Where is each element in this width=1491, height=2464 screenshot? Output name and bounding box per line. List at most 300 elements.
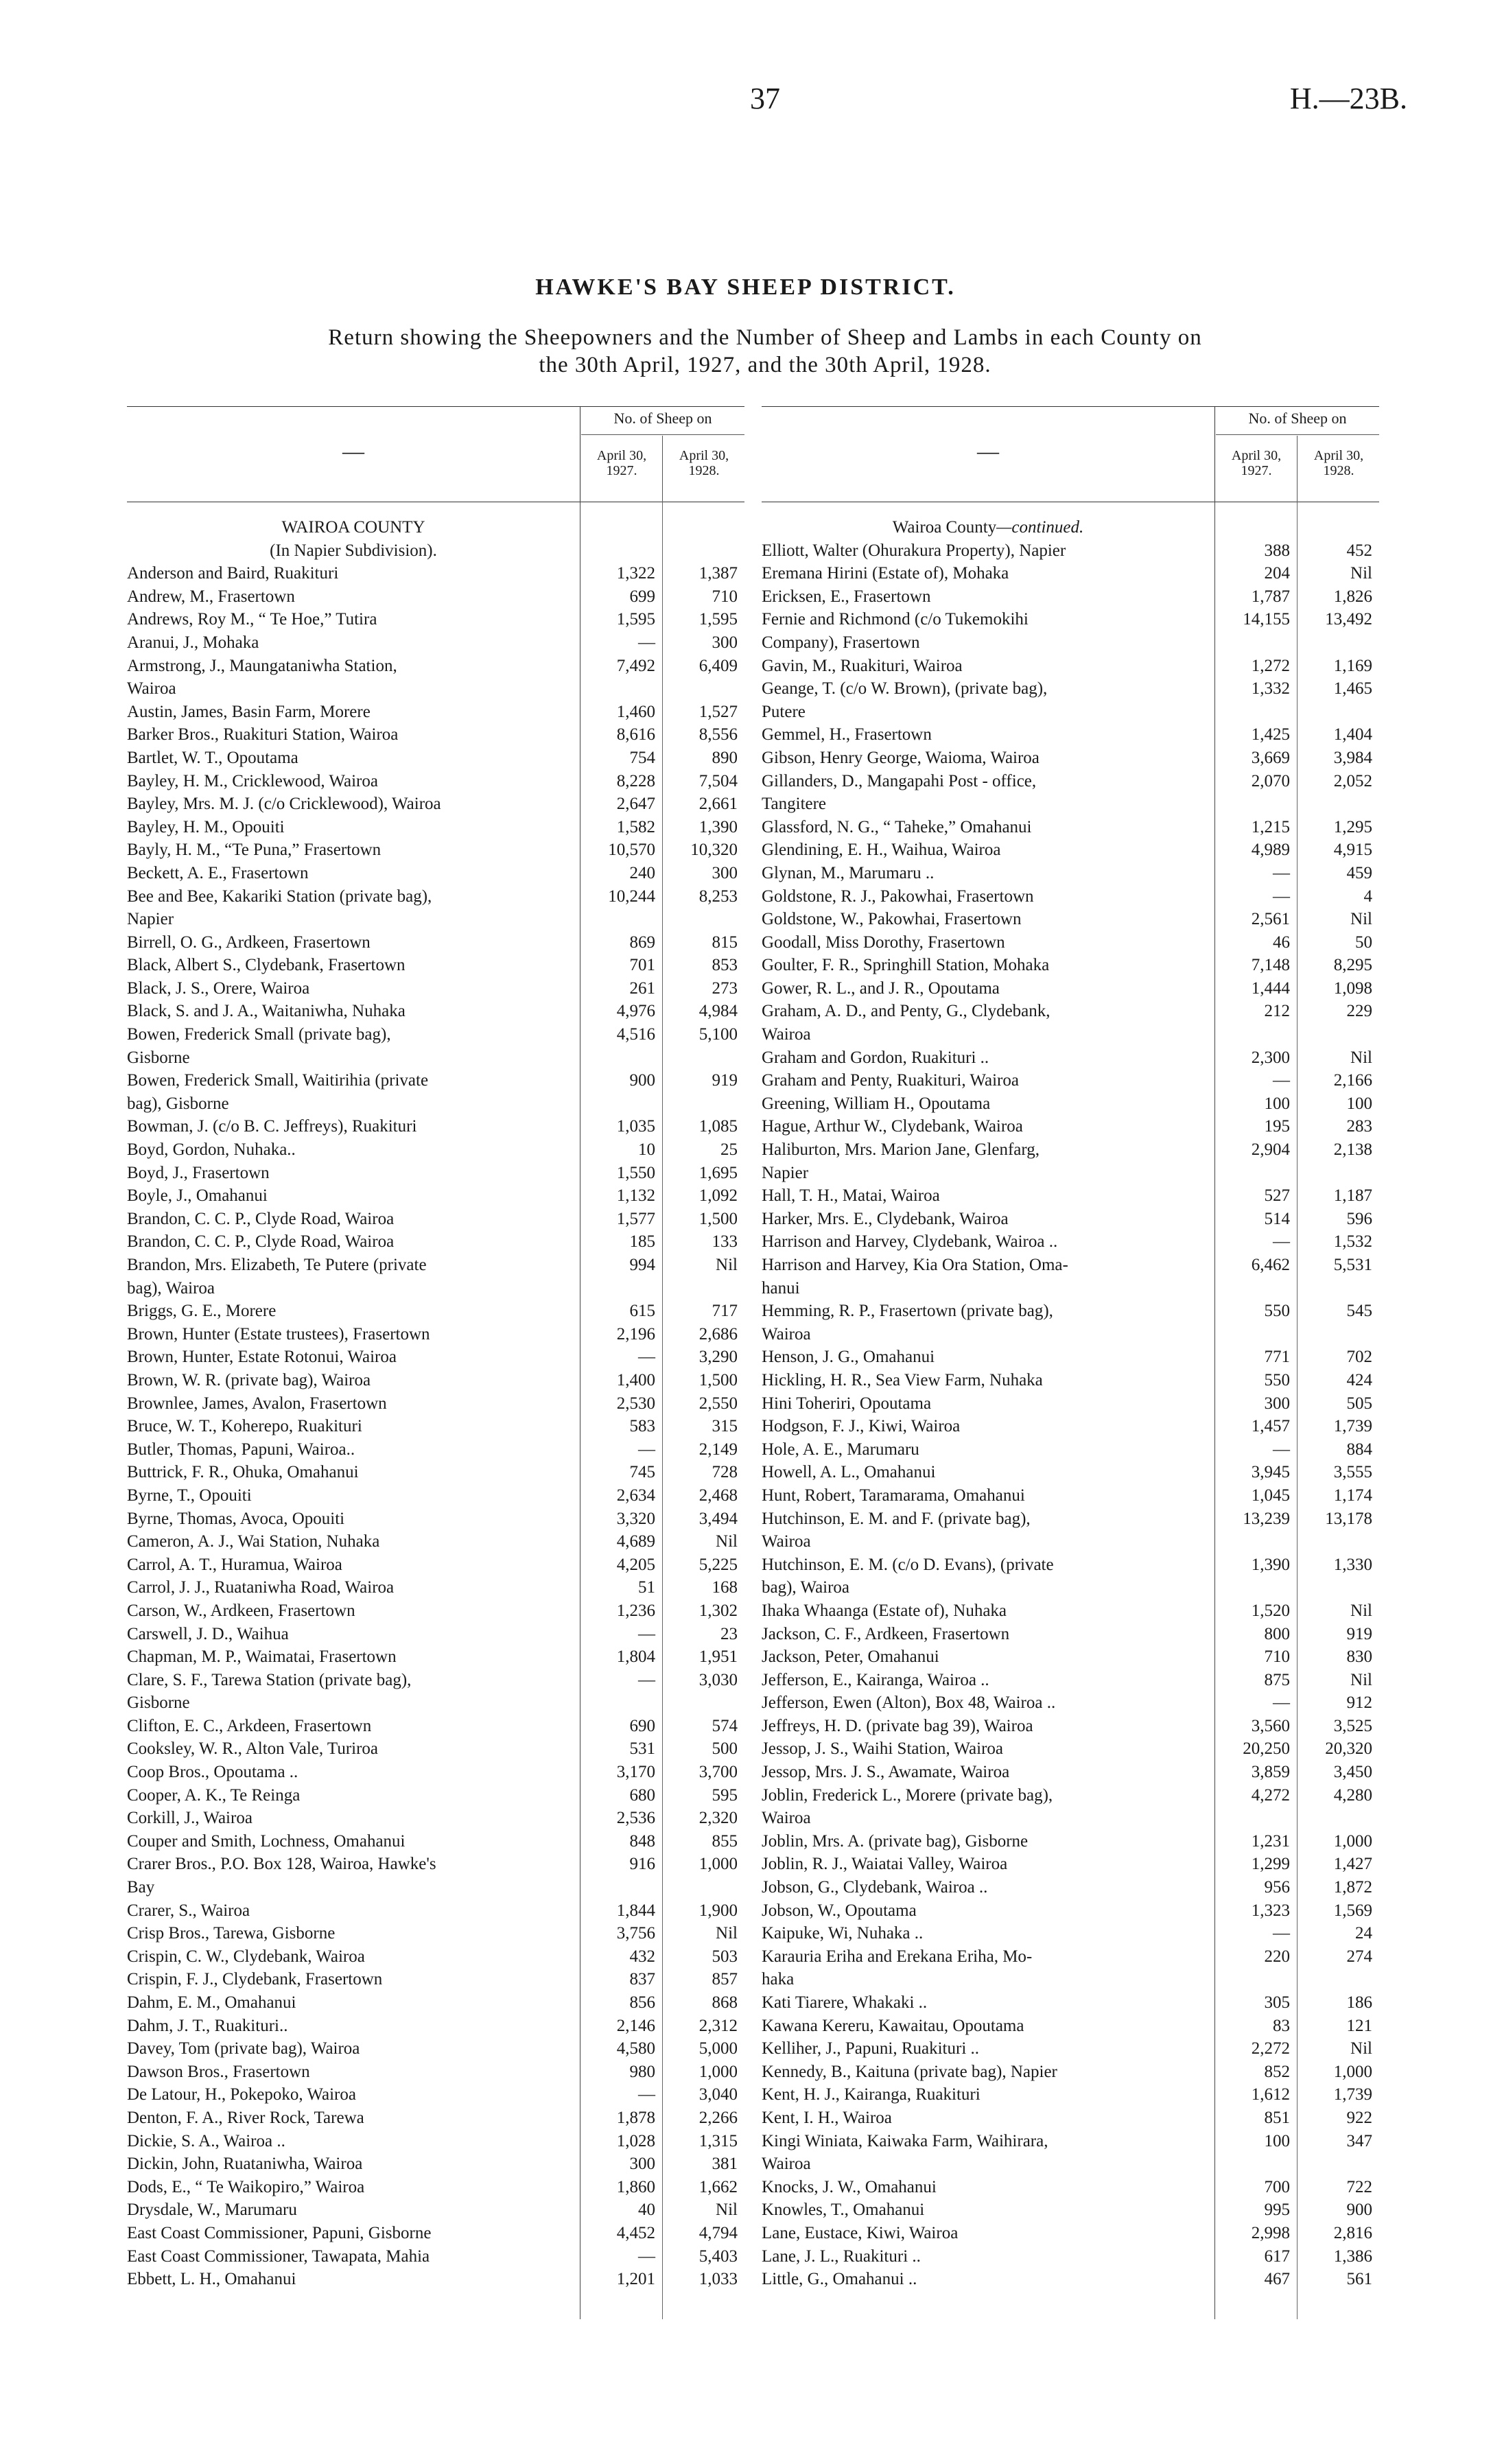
- table-row: [127, 1715, 744, 1738]
- sheep-count-1927: 204: [1264, 564, 1290, 583]
- sheep-count-1928: 710: [712, 587, 738, 606]
- table-row: [762, 1737, 1379, 1761]
- sheep-count-1928: 2,149: [698, 1440, 738, 1459]
- sheepowner-name: Harrison and Harvey, Kia Ora Station, Oma- hanui: [762, 1256, 1068, 1298]
- sheep-count-1927: 4,976: [616, 1002, 655, 1021]
- table-row: [127, 723, 744, 747]
- sheepowner-name: Goldstone, R. J., Pakowhai, Frasertown: [762, 887, 1034, 906]
- sheep-count-1928: 3,030: [698, 1670, 738, 1689]
- table-row: [127, 1323, 744, 1346]
- table-row: [762, 1507, 1379, 1553]
- table-row: [762, 539, 1379, 563]
- sheep-count-1928: 853: [712, 956, 738, 975]
- sheep-count-1927: —: [638, 2085, 655, 2104]
- sheepowner-name: Hutchinson, E. M. and F. (private bag), Wairoa: [762, 1509, 1031, 1551]
- sheep-count-1928: 4: [1363, 887, 1372, 906]
- table-row: [762, 1784, 1379, 1830]
- table-row: [127, 1576, 744, 1599]
- sheep-count-1927: 615: [629, 1302, 655, 1321]
- sheepowner-name: Black, J. S., Orere, Wairoa: [127, 978, 310, 998]
- sheepowner-name: Butler, Thomas, Papuni, Wairoa..: [127, 1440, 355, 1459]
- table-row: [127, 2268, 744, 2291]
- sheep-count-1928: 452: [1346, 541, 1372, 560]
- table-row: [762, 816, 1379, 839]
- sheep-count-1927: 900: [629, 1071, 655, 1090]
- sheep-count-1927: 467: [1264, 2270, 1290, 2289]
- sheep-count-1927: 2,530: [616, 1394, 655, 1413]
- sheep-count-1927: 754: [629, 748, 655, 767]
- sheep-count-1928: 459: [1346, 863, 1372, 882]
- sheep-count-1927: 2,904: [1251, 1140, 1290, 1160]
- sheepowner-name: Buttrick, F. R., Ohuka, Omahanui: [127, 1463, 359, 1482]
- sheepowner-name: Goldstone, W., Pakowhai, Frasertown: [762, 910, 1022, 929]
- sheep-count-1927: 2,647: [616, 795, 655, 814]
- sheep-count-1927: 10,244: [608, 887, 655, 906]
- sheep-count-1928: 702: [1346, 1348, 1372, 1367]
- sheepowner-name: Kelliher, J., Papuni, Ruakituri ..: [762, 2039, 980, 2058]
- table-row: [127, 1530, 744, 1553]
- sheep-count-1927: 1,787: [1251, 587, 1290, 606]
- sheep-count-1927: 83: [1273, 2016, 1290, 2035]
- table-row: [127, 1784, 744, 1807]
- sheep-count-1928: 1,739: [1333, 2085, 1372, 2104]
- sheep-count-1927: 875: [1264, 1670, 1290, 1689]
- table-row: [127, 2198, 744, 2222]
- sheep-count-1928: 3,555: [1333, 1463, 1372, 1482]
- sheep-count-1927: 10: [638, 1140, 655, 1160]
- sheep-count-1927: 220: [1264, 1947, 1290, 1966]
- sheepowner-name: Denton, F. A., River Rock, Tarewa: [127, 2108, 364, 2127]
- table-row: [127, 1461, 744, 1484]
- sheep-count-1928: 274: [1346, 1947, 1372, 1966]
- sheep-count-1927: 212: [1264, 1002, 1290, 1021]
- sheep-count-1928: 2,052: [1333, 771, 1372, 790]
- sheep-count-1927: —: [1273, 1232, 1290, 1252]
- sheepowner-name: Haliburton, Mrs. Marion Jane, Glenfarg, Napier: [762, 1140, 1040, 1182]
- sheep-count-1928: 1,695: [698, 1163, 738, 1182]
- sheepowner-name: Beckett, A. E., Frasertown: [127, 863, 309, 882]
- header-rule: [1216, 434, 1379, 435]
- sheepowner-name: Briggs, G. E., Morere: [127, 1302, 277, 1321]
- table-row: [127, 862, 744, 885]
- sheepowner-name: Brandon, C. C. P., Clyde Road, Wairoa: [127, 1232, 395, 1252]
- sheep-count-1927: 300: [629, 2155, 655, 2174]
- sheep-count-1927: 550: [1264, 1302, 1290, 1321]
- sheepowner-name: Andrews, Roy M., “ Te Hoe,” Tutira: [127, 610, 377, 629]
- sheep-count-1928: 424: [1346, 1370, 1372, 1389]
- sheep-count-1927: 699: [629, 587, 655, 606]
- sheepowner-name: Crisp Bros., Tarewa, Gisborne: [127, 1924, 336, 1943]
- sheep-count-1927: —: [1273, 1924, 1290, 1943]
- table-row: [127, 1553, 744, 1577]
- sheep-count-1927: 690: [629, 1716, 655, 1735]
- sheep-count-1928: 919: [1346, 1624, 1372, 1643]
- sheepowner-name: Crarer Bros., P.O. Box 128, Wairoa, Hawke's Bay: [127, 1855, 436, 1897]
- sheep-count-1927: 2,070: [1251, 771, 1290, 790]
- table-row: [762, 1623, 1379, 1646]
- sheep-count-1928: 574: [712, 1716, 738, 1735]
- sheep-count-1927: 4,452: [616, 2223, 655, 2242]
- sheep-count-1928: 1,295: [1333, 817, 1372, 836]
- sheepowner-name: Hodgson, F. J., Kiwi, Wairoa: [762, 1417, 961, 1436]
- sheepowner-name: Bruce, W. T., Koherepo, Ruakituri: [127, 1417, 362, 1436]
- sheep-count-1928: 2,138: [1333, 1140, 1372, 1160]
- sheep-count-1927: 869: [629, 932, 655, 952]
- sheepowner-name: Jobson, W., Opoutama: [762, 1901, 917, 1920]
- table-row: [127, 1000, 744, 1023]
- sheep-count-1928: 1,427: [1333, 1855, 1372, 1874]
- sheepowner-name: Cameron, A. J., Wai Station, Nuhaka: [127, 1532, 380, 1551]
- name-column-header: —: [977, 438, 999, 463]
- sheep-count-1928: 283: [1346, 1117, 1372, 1136]
- table-row: [762, 1853, 1379, 1876]
- sheep-count-1928: 1,595: [698, 610, 738, 629]
- sheep-count-1928: 1,315: [698, 2131, 738, 2150]
- sheepowner-name: Bee and Bee, Kakariki Station (private bag), Napier: [127, 887, 432, 929]
- sheep-count-1927: —: [638, 1440, 655, 1459]
- sheepowner-name: Gillanders, D., Mangapahi Post - office, Tangitere: [762, 771, 1037, 814]
- sheepowner-name: Dickie, S. A., Wairoa ..: [127, 2131, 285, 2150]
- sheepowner-name: Jackson, Peter, Omahanui: [762, 1647, 939, 1667]
- table-row: [762, 1484, 1379, 1507]
- sheep-count-1928: 912: [1346, 1693, 1372, 1713]
- table-row: [127, 1346, 744, 1369]
- sheep-count-1927: 4,205: [616, 1555, 655, 1574]
- sheep-count-1927: 550: [1264, 1370, 1290, 1389]
- sheep-count-1928: 1,532: [1333, 1232, 1372, 1252]
- sheepowner-name: Elliott, Walter (Ohurakura Property), Napier: [762, 541, 1066, 560]
- sheep-count-1927: 40: [638, 2201, 655, 2220]
- sheepowner-name: Harrison and Harvey, Clydebank, Wairoa ..: [762, 1232, 1058, 1252]
- sheep-count-1927: 51: [638, 1578, 655, 1597]
- sheep-count-1927: 1,201: [616, 2270, 655, 2289]
- sheep-count-1928: 5,403: [698, 2246, 738, 2266]
- sheep-count-1928: 20,320: [1325, 1739, 1372, 1759]
- sheep-count-1928: 186: [1346, 1993, 1372, 2012]
- sheep-count-1927: 1,612: [1251, 2085, 1290, 2104]
- sheep-count-1927: 388: [1264, 541, 1290, 560]
- sheep-count-1927: 848: [629, 1831, 655, 1851]
- column-divider-inner: [662, 501, 663, 2319]
- sheepowner-name: Glassford, N. G., “ Taheke,” Omahanui: [762, 817, 1032, 836]
- sheep-count-1928: 2,550: [698, 1394, 738, 1413]
- sheep-count-1928: 503: [712, 1947, 738, 1966]
- sheep-count-1927: 1,460: [616, 702, 655, 721]
- sheep-count-1928: 300: [712, 863, 738, 882]
- table-row: [762, 677, 1379, 723]
- sheepowner-name: Jefferson, Ewen (Alton), Box 48, Wairoa ..: [762, 1693, 1056, 1713]
- table-row: [127, 1623, 744, 1646]
- table-row: [762, 608, 1379, 654]
- sheepowner-name: Glynan, M., Marumaru ..: [762, 863, 935, 882]
- sheepowner-name: Hole, A. E., Marumaru: [762, 1440, 919, 1459]
- sheep-count-1927: 432: [629, 1947, 655, 1966]
- sheep-count-1927: 771: [1264, 1348, 1290, 1367]
- sheep-count-1928: 1,465: [1333, 679, 1372, 699]
- sheep-count-1927: 305: [1264, 1993, 1290, 2012]
- sheepowner-name: Bayly, H. M., “Te Puna,” Frasertown: [127, 841, 381, 860]
- sheepowner-name: Black, Albert S., Clydebank, Frasertown: [127, 956, 406, 975]
- sheepowner-name: Ericksen, E., Frasertown: [762, 587, 931, 606]
- sheepowner-name: Joblin, R. J., Waiatai Valley, Wairoa: [762, 1855, 1008, 1874]
- no-of-sheep-header: No. of Sheep on: [613, 410, 712, 427]
- table-row: [762, 1922, 1379, 1945]
- sheepowner-name: East Coast Commissioner, Papuni, Gisborne: [127, 2223, 432, 2242]
- sheep-count-1928: 1,174: [1333, 1486, 1372, 1505]
- section-heading-continued: Wairoa County—continued.: [892, 518, 1084, 537]
- sheepowner-name: Barker Bros., Ruakituri Station, Wairoa: [127, 725, 399, 744]
- table-row: [762, 1254, 1379, 1300]
- header-divider: [1214, 407, 1215, 502]
- subsection-heading: (In Napier Subdivision).: [270, 541, 437, 560]
- table-row: [762, 1645, 1379, 1669]
- sheepowner-name: Brown, W. R. (private bag), Wairoa: [127, 1370, 371, 1389]
- sheep-count-1927: 527: [1264, 1186, 1290, 1206]
- sheep-count-1928: 1,500: [698, 1370, 738, 1389]
- table-row: [127, 770, 744, 793]
- sheep-count-1927: 240: [629, 863, 655, 882]
- sheepowner-name: East Coast Commissioner, Tawapata, Mahia: [127, 2246, 430, 2266]
- sheep-count-1927: 3,320: [616, 1509, 655, 1528]
- sheepowner-name: Hemming, R. P., Frasertown (private bag), Wairoa: [762, 1302, 1053, 1344]
- sheep-count-1928: 1,951: [698, 1647, 738, 1667]
- sheep-count-1928: 868: [712, 1993, 738, 2012]
- sheep-count-1927: 46: [1273, 932, 1290, 952]
- sheep-count-1927: 3,170: [616, 1763, 655, 1782]
- table-row: [127, 1254, 744, 1300]
- sheep-count-1928: 722: [1346, 2177, 1372, 2196]
- sheepowner-name: Goodall, Miss Dorothy, Frasertown: [762, 932, 1005, 952]
- sheep-count-1928: 1,386: [1333, 2246, 1372, 2266]
- sheep-count-1927: 994: [629, 1256, 655, 1274]
- sheep-count-1927: 916: [629, 1855, 655, 1874]
- table-row: [762, 2176, 1379, 2199]
- sheep-count-1927: 1,582: [616, 817, 655, 836]
- sheep-count-1928: 5,000: [698, 2039, 738, 2058]
- table-row: [762, 931, 1379, 954]
- table-row: [127, 1945, 744, 1969]
- sheep-count-1927: 1,444: [1251, 978, 1290, 998]
- sheep-count-1928: 168: [712, 1578, 738, 1597]
- sheep-count-1928: 855: [712, 1831, 738, 1851]
- sheep-count-1927: 700: [1264, 2177, 1290, 2196]
- sheep-count-1928: 1,739: [1333, 1417, 1372, 1436]
- sheepowner-name: Brownlee, James, Avalon, Frasertown: [127, 1394, 387, 1413]
- sheep-count-1928: 596: [1346, 1209, 1372, 1228]
- sheepowner-name: Kawana Kereru, Kawaitau, Opoutama: [762, 2016, 1024, 2035]
- sheepowner-name: Crispin, C. W., Clydebank, Wairoa: [127, 1947, 365, 1966]
- header-rule: [581, 434, 744, 435]
- sheep-count-1928: 1,390: [698, 817, 738, 836]
- sheep-count-1928: Nil: [716, 1256, 738, 1274]
- sheep-count-1927: 583: [629, 1417, 655, 1436]
- table-row: [127, 655, 744, 701]
- name-column-header: —: [342, 438, 364, 463]
- sheep-count-1928: 3,290: [698, 1348, 738, 1367]
- sheep-count-1927: 3,669: [1251, 748, 1290, 767]
- sheep-count-1928: 6,409: [698, 656, 738, 675]
- sheep-count-1928: 1,500: [698, 1209, 738, 1228]
- sheep-count-1928: 4,984: [698, 1002, 738, 1021]
- table-row: [127, 1922, 744, 1945]
- table-row: [762, 1138, 1379, 1184]
- sheepowner-name: Kent, I. H., Wairoa: [762, 2108, 892, 2127]
- table-row: [127, 2130, 744, 2153]
- sheepowner-name: Ebbett, L. H., Omahanui: [127, 2270, 296, 2289]
- sheep-count-1927: 4,272: [1251, 1785, 1290, 1805]
- sheepowner-name: Dahm, J. T., Ruakituri..: [127, 2016, 288, 2035]
- sheep-count-1927: 956: [1264, 1878, 1290, 1897]
- table-row: [762, 1991, 1379, 2015]
- no-of-sheep-header: No. of Sheep on: [1248, 410, 1347, 427]
- column-1927-header: April 30, 1927.: [596, 448, 647, 478]
- sheep-count-1928: 8,556: [698, 725, 738, 744]
- table-row: [127, 1484, 744, 1507]
- sheepowner-name: Dahm, E. M., Omahanui: [127, 1993, 296, 2012]
- column-1927-header: April 30, 1927.: [1231, 448, 1282, 478]
- sheep-count-1928: 1,662: [698, 2177, 738, 2196]
- sheepowner-name: Brown, Hunter, Estate Rotonui, Wairoa: [127, 1348, 397, 1367]
- table-row: [762, 1208, 1379, 1231]
- table-row: [762, 1300, 1379, 1346]
- sheep-count-1927: —: [1273, 887, 1290, 906]
- sheepowner-name: Ihaka Whaanga (Estate of), Nuhaka: [762, 1601, 1007, 1620]
- sheep-count-1927: 1,215: [1251, 817, 1290, 836]
- sheep-count-1927: 1,323: [1251, 1901, 1290, 1920]
- sheepowner-name: Gavin, M., Ruakituri, Wairoa: [762, 656, 963, 675]
- sheep-count-1927: 837: [629, 1970, 655, 1989]
- table-row: [762, 1346, 1379, 1369]
- sheepowner-name: Hall, T. H., Matai, Wairoa: [762, 1186, 940, 1206]
- sheep-count-1927: —: [1273, 1440, 1290, 1459]
- table-row: [127, 747, 744, 770]
- table-row: [762, 1669, 1379, 1692]
- sheep-count-1927: 745: [629, 1463, 655, 1482]
- sheepowner-name: Knocks, J. W., Omahanui: [762, 2177, 937, 2196]
- sheep-count-1927: 10,570: [608, 841, 655, 860]
- sheep-count-1928: 728: [712, 1463, 738, 1482]
- column-1928-header: April 30, 1928.: [1313, 448, 1364, 478]
- sheep-count-1928: 830: [1346, 1647, 1372, 1667]
- table-row: [762, 838, 1379, 862]
- sheep-count-1927: 1,299: [1251, 1855, 1290, 1874]
- table-row: [762, 2037, 1379, 2061]
- sheep-count-1927: 2,196: [616, 1324, 655, 1344]
- sheep-count-1928: 100: [1346, 1094, 1372, 1113]
- sheep-count-1927: 8,616: [616, 725, 655, 744]
- sheep-count-1927: 2,536: [616, 1809, 655, 1828]
- table-row: [127, 885, 744, 931]
- sheep-count-1927: 3,560: [1251, 1716, 1290, 1735]
- left-column-table: [127, 406, 744, 2293]
- sheep-count-1928: 1,098: [1333, 978, 1372, 998]
- sheep-count-1928: 884: [1346, 1440, 1372, 1459]
- sheep-count-1928: 1,900: [698, 1901, 738, 1920]
- sheepowner-name: Jeffreys, H. D. (private bag 39), Wairoa: [762, 1716, 1033, 1735]
- sheep-count-1927: 3,756: [616, 1924, 655, 1943]
- table-row: [127, 977, 744, 1000]
- sheep-count-1927: 8,228: [616, 771, 655, 790]
- sheepowner-name: Boyle, J., Omahanui: [127, 1186, 268, 1206]
- table-row: [762, 723, 1379, 747]
- sheepowner-name: Chapman, M. P., Waimatai, Frasertown: [127, 1647, 397, 1667]
- sheep-count-1928: 505: [1346, 1394, 1372, 1413]
- sheep-count-1927: 1,400: [616, 1370, 655, 1389]
- sheep-count-1928: 1,033: [698, 2270, 738, 2289]
- sheepowner-name: Byrne, T., Opouiti: [127, 1486, 252, 1505]
- sheepowner-name: Cooper, A. K., Te Reinga: [127, 1785, 301, 1805]
- sheepowner-name: Carswell, J. D., Waihua: [127, 1624, 289, 1643]
- header-divider-inner: [1297, 436, 1298, 502]
- table-row: [762, 2107, 1379, 2130]
- table-row: [127, 1184, 744, 1208]
- column-1928-header: April 30, 1928.: [679, 448, 729, 478]
- table-row: [762, 1899, 1379, 1923]
- table-row: [762, 1945, 1379, 1991]
- sheep-count-1927: 2,300: [1251, 1048, 1290, 1067]
- sheep-count-1928: 1,302: [698, 1601, 738, 1620]
- sheepowner-name: Gibson, Henry George, Waioma, Wairoa: [762, 748, 1040, 767]
- table-row: [762, 1438, 1379, 1462]
- sheep-count-1928: 1,330: [1333, 1555, 1372, 1574]
- sheepowner-name: Crispin, F. J., Clydebank, Frasertown: [127, 1970, 383, 1989]
- sheep-count-1927: 1,550: [616, 1163, 655, 1182]
- sheepowner-name: Davey, Tom (private bag), Wairoa: [127, 2039, 360, 2058]
- table-row: [762, 1415, 1379, 1438]
- sheep-count-1927: 980: [629, 2062, 655, 2081]
- sheep-count-1928: 315: [712, 1417, 738, 1436]
- sheep-count-1927: 3,945: [1251, 1463, 1290, 1482]
- sheep-count-1928: 5,100: [698, 1025, 738, 1044]
- sheepowner-name: Graham, A. D., and Penty, G., Clydebank, Wairoa: [762, 1002, 1050, 1044]
- sheep-count-1927: 1,132: [616, 1186, 655, 1206]
- table-row: [127, 1369, 744, 1392]
- sheep-count-1928: 8,295: [1333, 956, 1372, 975]
- sheep-count-1928: 13,492: [1325, 610, 1372, 629]
- sheep-count-1928: 3,494: [698, 1509, 738, 1528]
- sheep-count-1927: 851: [1264, 2108, 1290, 2127]
- sheep-count-1927: 2,998: [1251, 2223, 1290, 2242]
- sheepowner-name: Boyd, J., Frasertown: [127, 1163, 270, 1182]
- table-body-left: [127, 516, 744, 2291]
- sheepowner-name: Byrne, Thomas, Avoca, Opouiti: [127, 1509, 345, 1528]
- sheep-count-1927: 3,859: [1251, 1763, 1290, 1782]
- sheep-count-1928: 24: [1355, 1924, 1372, 1943]
- table-row: [762, 1461, 1379, 1484]
- table-body-right: [762, 516, 1379, 2291]
- table-row: [762, 2222, 1379, 2245]
- table-row: [762, 747, 1379, 770]
- table-row: [762, 1369, 1379, 1392]
- table-row: [762, 1115, 1379, 1138]
- sheepowner-name: Graham and Gordon, Ruakituri ..: [762, 1048, 989, 1067]
- sheep-count-1927: —: [638, 2246, 655, 2266]
- sheep-count-1927: 100: [1264, 1094, 1290, 1113]
- sheep-count-1928: 3,450: [1333, 1763, 1372, 1782]
- table-row: [127, 1599, 744, 1623]
- table-row: [127, 1300, 744, 1323]
- table-row: [762, 1230, 1379, 1254]
- sheep-count-1928: 273: [712, 978, 738, 998]
- sheep-count-1927: 20,250: [1243, 1739, 1290, 1759]
- sheep-count-1928: 919: [712, 1071, 738, 1090]
- sheep-count-1927: 1,272: [1251, 656, 1290, 675]
- sheep-count-1927: 531: [629, 1739, 655, 1759]
- sheep-count-1928: Nil: [1350, 2039, 1372, 2058]
- sheep-count-1928: 8,253: [698, 887, 738, 906]
- table-row: [127, 838, 744, 862]
- sheep-count-1928: 815: [712, 932, 738, 952]
